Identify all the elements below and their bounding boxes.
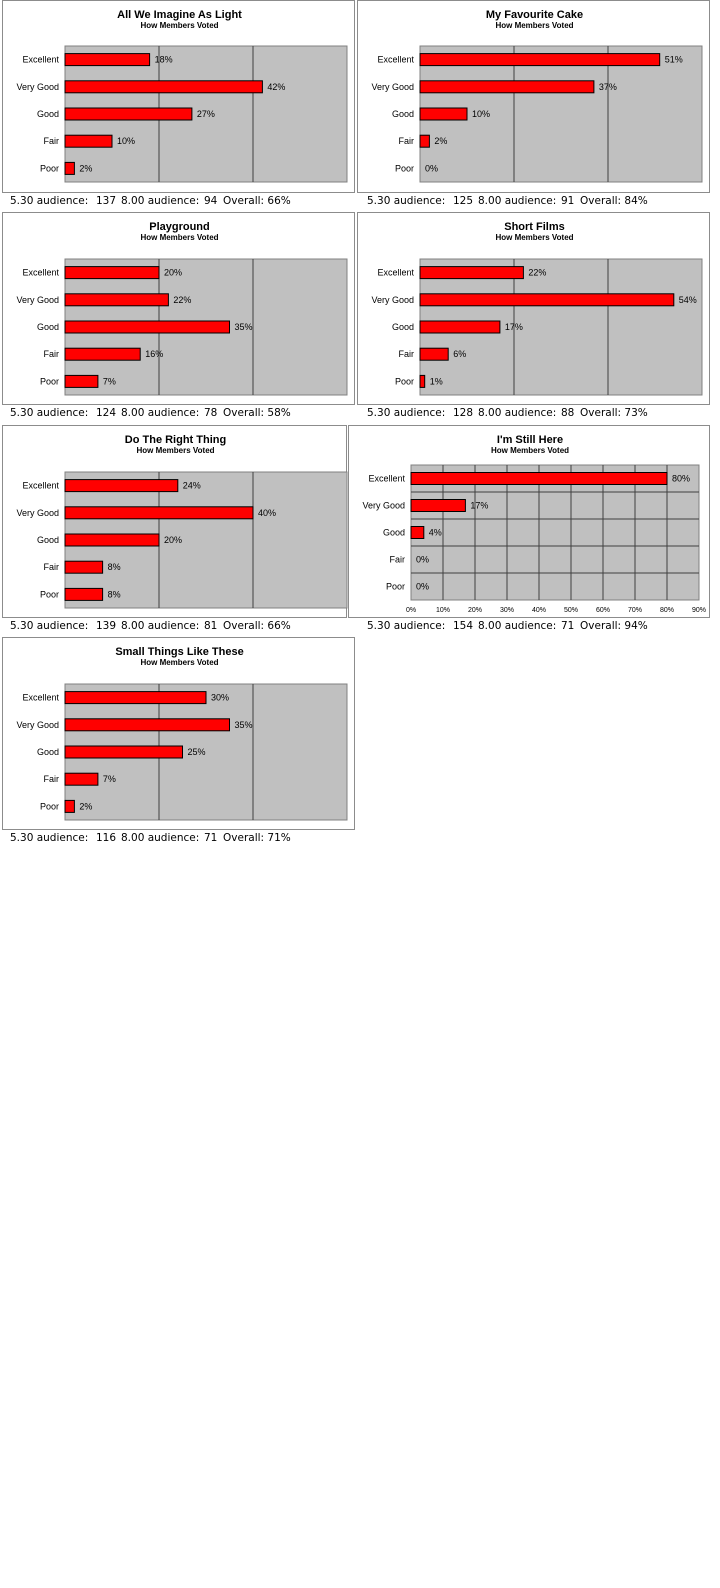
category-label: Excellent — [22, 267, 59, 278]
bar — [420, 54, 660, 66]
chart-svg-3 — [3, 213, 356, 406]
x-tick-label: 50% — [563, 607, 579, 614]
category-label: Poor — [394, 163, 414, 174]
value-label: 2% — [79, 801, 93, 812]
category-label: Poor — [394, 376, 414, 387]
chart-subtitle: How Members Voted — [490, 446, 570, 455]
category-label: Poor — [39, 589, 59, 600]
category-label: Poor — [39, 801, 59, 812]
value-label: 8% — [107, 589, 121, 600]
bar — [65, 54, 150, 66]
chart-title: My Favourite Cake — [485, 9, 584, 21]
category-label: Excellent — [377, 54, 414, 65]
audience-800-label: 8.00 audience: — [121, 620, 200, 632]
audience-530-label: 5.30 audience: — [10, 407, 89, 419]
bar — [411, 527, 424, 539]
audience-530-label: 5.30 audience: — [367, 407, 446, 419]
x-tick-label: 0% — [405, 607, 417, 614]
x-tick-label: 20% — [467, 607, 483, 614]
category-label: Very Good — [362, 500, 405, 511]
chart-subtitle: How Members Voted — [495, 233, 574, 242]
bar — [420, 81, 594, 93]
value-label: 20% — [164, 267, 183, 278]
bar — [65, 719, 230, 731]
x-tick-label: 10% — [435, 607, 451, 614]
bar — [420, 321, 500, 333]
value-label: 54% — [678, 294, 697, 305]
category-label: Fair — [398, 349, 414, 360]
chart-title: Do The Right Thing — [124, 434, 227, 446]
x-tick-label: 40% — [531, 607, 547, 614]
x-tick-label: 90% — [691, 607, 707, 614]
audience-800-value: 91 — [561, 195, 575, 207]
overall-score: Overall: 66% — [223, 620, 291, 632]
category-label: Good — [36, 322, 59, 332]
bar — [65, 81, 262, 93]
audience-800-label: 8.00 audience: — [478, 407, 557, 419]
bar — [420, 267, 523, 279]
value-label: 37% — [598, 81, 617, 92]
chart-subtitle: How Members Voted — [140, 233, 219, 242]
value-label: 24% — [182, 480, 201, 491]
value-label: 8% — [107, 562, 121, 573]
value-label: 17% — [504, 322, 523, 332]
chart-subtitle: How Members Voted — [140, 21, 219, 30]
audience-800-label: 8.00 audience: — [121, 195, 200, 207]
category-label: Good — [391, 109, 414, 119]
bar — [65, 800, 74, 812]
value-label: 10% — [117, 136, 136, 147]
value-label: 42% — [267, 81, 286, 92]
bar — [65, 375, 98, 387]
category-label: Very Good — [371, 294, 414, 305]
bar — [65, 267, 159, 279]
chart-stats-6 — [367, 620, 648, 692]
chart-panel-1 — [2, 0, 355, 193]
audience-800-value: 88 — [561, 407, 575, 419]
category-label: Excellent — [368, 473, 405, 484]
value-label: 6% — [453, 349, 467, 360]
chart-svg-2 — [358, 1, 711, 194]
audience-530-value: 116 — [96, 832, 117, 844]
bar — [420, 135, 429, 147]
value-label: 0% — [416, 554, 430, 565]
overall-score: Overall: 73% — [580, 407, 648, 419]
x-tick-label: 70% — [627, 607, 643, 614]
audience-530-label: 5.30 audience: — [367, 620, 446, 632]
value-label: 10% — [472, 109, 491, 119]
value-label: 2% — [434, 136, 448, 147]
x-tick-label: 30% — [499, 607, 515, 614]
x-tick-label: 60% — [595, 607, 611, 614]
category-label: Excellent — [22, 692, 59, 703]
category-label: Poor — [385, 581, 405, 592]
bar — [65, 108, 192, 120]
value-label: 16% — [145, 349, 164, 360]
plot-area — [411, 465, 699, 600]
category-label: Fair — [43, 349, 59, 360]
category-label: Very Good — [16, 294, 59, 305]
bar — [65, 480, 178, 492]
value-label: 30% — [211, 692, 230, 703]
overall-score: Overall: 66% — [223, 195, 291, 207]
value-label: 7% — [102, 774, 116, 785]
chart-svg-1 — [3, 1, 356, 194]
chart-svg-6 — [349, 426, 711, 619]
bar — [411, 500, 465, 512]
bar — [65, 773, 98, 785]
audience-800-value: 81 — [204, 620, 218, 632]
audience-800-label: 8.00 audience: — [478, 195, 557, 207]
category-label: Good — [382, 527, 405, 538]
chart-subtitle: How Members Voted — [495, 21, 574, 30]
value-label: 25% — [187, 747, 206, 757]
chart-stats-7 — [10, 832, 291, 904]
x-tick-label: 80% — [659, 607, 675, 614]
category-label: Very Good — [16, 507, 59, 518]
category-label: Good — [36, 747, 59, 757]
category-label: Excellent — [22, 54, 59, 65]
chart-title: Playground — [149, 221, 210, 233]
audience-530-value: 124 — [96, 407, 117, 419]
category-label: Very Good — [16, 81, 59, 92]
category-label: Good — [36, 109, 59, 119]
audience-800-value: 71 — [561, 620, 575, 632]
audience-800-label: 8.00 audience: — [478, 620, 557, 632]
bar — [411, 473, 667, 485]
bar — [420, 348, 448, 360]
category-label: Fair — [398, 136, 414, 147]
value-label: 20% — [164, 535, 183, 545]
value-label: 2% — [79, 163, 93, 174]
chart-subtitle: How Members Voted — [140, 658, 219, 667]
chart-svg-4 — [358, 213, 711, 406]
bar — [420, 108, 467, 120]
chart-svg-7 — [3, 638, 356, 831]
chart-panel-4 — [357, 212, 710, 405]
chart-subtitle: How Members Voted — [136, 446, 215, 455]
category-label: Very Good — [371, 81, 414, 92]
chart-title: I'm Still Here — [496, 434, 564, 446]
category-label: Fair — [389, 554, 405, 565]
audience-530-label: 5.30 audience: — [10, 195, 89, 207]
audience-530-value: 139 — [96, 620, 117, 632]
bar — [420, 294, 674, 306]
bar — [65, 162, 74, 174]
category-label: Fair — [43, 136, 59, 147]
category-label: Good — [36, 535, 59, 545]
category-label: Fair — [43, 562, 59, 573]
value-label: 22% — [528, 267, 547, 278]
chart-panel-2 — [357, 0, 710, 193]
category-label: Poor — [39, 163, 59, 174]
chart-title: Short Films — [504, 221, 565, 233]
chart-panel-7 — [2, 637, 355, 830]
chart-svg-5 — [3, 426, 348, 619]
bar — [65, 561, 103, 573]
chart-title: Small Things Like These — [115, 646, 244, 658]
bar — [65, 135, 112, 147]
chart-title: All We Imagine As Light — [117, 9, 242, 21]
audience-800-label: 8.00 audience: — [121, 407, 200, 419]
category-label: Excellent — [22, 480, 59, 491]
category-label: Very Good — [16, 719, 59, 730]
bar — [65, 692, 206, 704]
value-label: 18% — [154, 54, 173, 65]
category-label: Good — [391, 322, 414, 332]
value-label: 4% — [428, 527, 442, 538]
category-label: Excellent — [377, 267, 414, 278]
bar — [420, 375, 425, 387]
bar — [65, 348, 140, 360]
overall-score: Overall: 71% — [223, 832, 291, 844]
value-label: 0% — [416, 581, 430, 592]
overall-score: Overall: 58% — [223, 407, 291, 419]
bar — [65, 588, 103, 600]
audience-530-label: 5.30 audience: — [10, 620, 89, 632]
bar — [65, 507, 253, 519]
bar — [65, 321, 230, 333]
audience-800-value: 71 — [204, 832, 218, 844]
category-label: Poor — [39, 376, 59, 387]
bar — [65, 746, 183, 758]
value-label: 51% — [664, 54, 683, 65]
value-label: 40% — [258, 507, 277, 518]
overall-score: Overall: 94% — [580, 620, 648, 632]
audience-800-label: 8.00 audience: — [121, 832, 200, 844]
audience-530-label: 5.30 audience: — [10, 832, 89, 844]
value-label: 0% — [425, 163, 439, 174]
chart-panel-5 — [2, 425, 347, 618]
chart-panel-3 — [2, 212, 355, 405]
value-label: 22% — [173, 294, 192, 305]
audience-530-value: 128 — [453, 407, 474, 419]
audience-530-value: 154 — [453, 620, 474, 632]
audience-530-value: 125 — [453, 195, 474, 207]
bar — [65, 534, 159, 546]
bar — [65, 294, 168, 306]
value-label: 27% — [196, 109, 215, 119]
audience-800-value: 94 — [204, 195, 218, 207]
value-label: 35% — [234, 322, 253, 332]
value-label: 17% — [470, 500, 489, 511]
value-label: 7% — [102, 376, 116, 387]
overall-score: Overall: 84% — [580, 195, 648, 207]
value-label: 35% — [234, 719, 253, 730]
value-label: 1% — [429, 376, 443, 387]
category-label: Fair — [43, 774, 59, 785]
value-label: 80% — [672, 473, 691, 484]
audience-530-label: 5.30 audience: — [367, 195, 446, 207]
audience-530-value: 137 — [96, 195, 117, 207]
audience-800-value: 78 — [204, 407, 218, 419]
chart-panel-6 — [348, 425, 710, 618]
